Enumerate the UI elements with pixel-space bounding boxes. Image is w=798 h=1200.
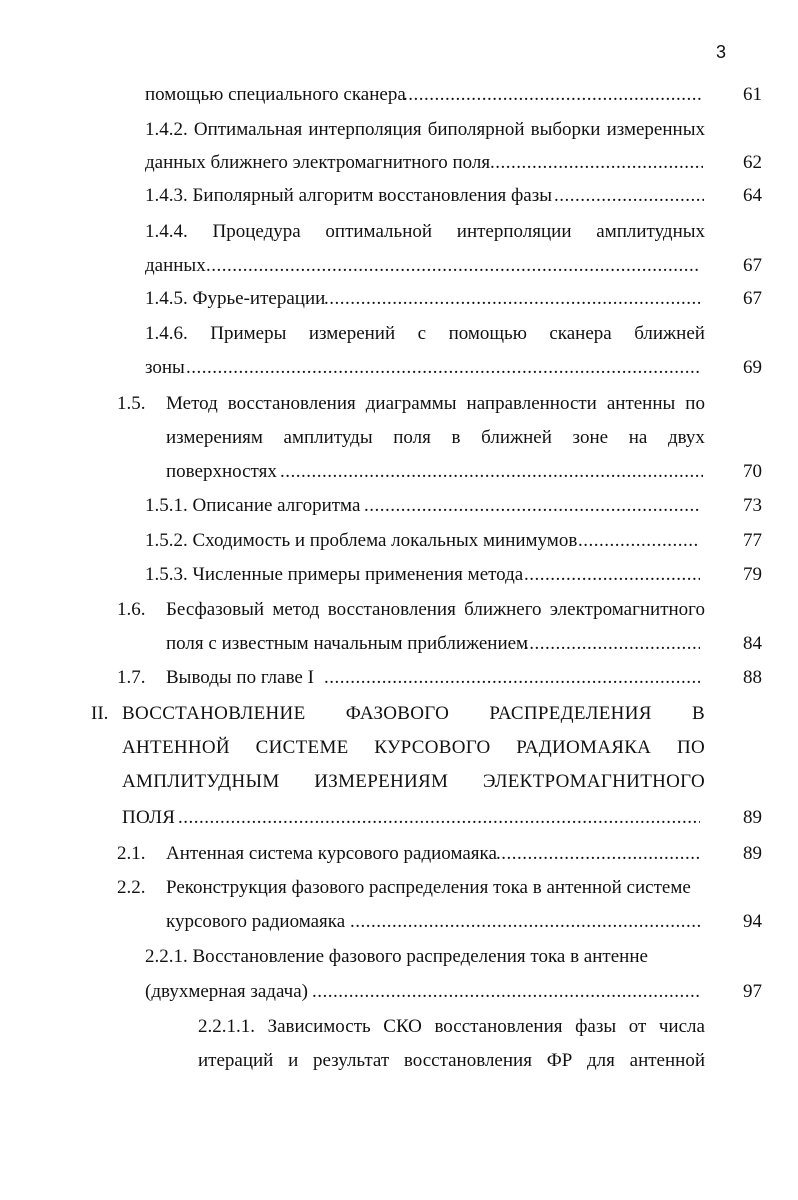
toc-justified-line: ВОССТАНОВЛЕНИЕ ФАЗОВОГО РАСПРЕДЕЛЕНИЯ В	[122, 703, 705, 724]
toc-justified-line: АНТЕННОЙ СИСТЕМЕ КУРСОВОГО РАДИОМАЯКА ПО	[122, 737, 705, 758]
toc-page: 77	[743, 530, 762, 551]
toc-entry-text: Выводы по главе I	[166, 667, 314, 688]
toc-page: 64	[743, 185, 762, 206]
toc-leader	[578, 529, 700, 553]
toc-entry-text: поверхностях	[166, 461, 277, 482]
toc-entry-text: данных ближнего электромагнитного поля	[145, 152, 491, 173]
toc-leader	[186, 356, 700, 380]
toc-leader	[496, 842, 700, 866]
toc-section-number: 1.7.	[117, 667, 146, 688]
toc-leader	[554, 184, 704, 208]
toc-page: 61	[743, 84, 762, 105]
toc-page: 67	[743, 288, 762, 309]
toc-justified-line: Метод восстановления диаграммы направленности антенны по	[166, 393, 705, 414]
toc-page: 79	[743, 564, 762, 585]
toc-justified-line: измерениям амплитуды поля в ближней зоне на двух	[166, 427, 705, 448]
toc-page: 89	[743, 807, 762, 828]
toc-leader	[403, 83, 703, 107]
toc-justified-line: 2.2.1.1. Зависимость СКО восстановления фазы от числа	[198, 1016, 705, 1037]
toc-page: 89	[743, 843, 762, 864]
toc-leader	[324, 287, 700, 311]
toc-entry-text: Антенная система курсового радиомаяка	[166, 843, 497, 864]
toc-entry-text: 1.5.1. Описание алгоритма	[145, 495, 361, 516]
toc-page: 69	[743, 357, 762, 378]
toc-entry-text: зоны	[145, 357, 185, 378]
toc-leader	[178, 806, 700, 830]
toc-leader	[490, 151, 703, 175]
toc-leader	[206, 254, 700, 278]
toc-chapter-number: II.	[91, 703, 109, 724]
toc-page: 94	[743, 911, 762, 932]
toc-entry-text: 2.2.1. Восстановление фазового распределения тока в антенне	[145, 946, 648, 967]
toc-page: 70	[743, 461, 762, 482]
toc-entry-text: данных	[145, 255, 206, 276]
toc-entry-text: курсового радиомаяка	[166, 911, 346, 932]
toc-section-number: 1.5.	[117, 393, 146, 414]
toc-page: 84	[743, 633, 762, 654]
toc-entry-text: ПОЛЯ	[122, 807, 176, 828]
toc-leader	[280, 460, 703, 484]
toc-section-number: 2.1.	[117, 843, 146, 864]
toc-page: 62	[743, 152, 762, 173]
toc-justified-line: АМПЛИТУДНЫМ ИЗМЕРЕНИЯМ ЭЛЕКТРОМАГНИТНОГО	[122, 771, 705, 792]
toc-leader	[524, 563, 700, 587]
toc-section-number: 1.6.	[117, 599, 146, 620]
toc-page: 97	[743, 981, 762, 1002]
toc-entry-text: Реконструкция фазового распределения тока в антенной системе	[166, 877, 691, 898]
toc-leader	[312, 980, 700, 1004]
toc-entry-text: 1.5.2. Сходимость и проблема локальных минимумов	[145, 530, 578, 551]
toc-justified-line: 1.4.6. Примеры измерений с помощью сканера ближней	[145, 323, 705, 344]
toc-leader	[350, 910, 700, 934]
toc-entry-text: 1.4.5. Фурье-итерации	[145, 288, 326, 309]
toc-page: 67	[743, 255, 762, 276]
toc-entry-text: 1.4.3. Биполярный алгоритм восстановления фазы	[145, 185, 553, 206]
toc-entry-text: поля с известным начальным приближением	[166, 633, 529, 654]
toc-entry-text: 1.5.3. Численные примеры применения метода	[145, 564, 524, 585]
page-number: 3	[716, 42, 727, 62]
toc-page: 88	[743, 667, 762, 688]
toc-justified-line: 1.4.4. Процедура оптимальной интерполяции амплитудных	[145, 221, 705, 242]
toc-page: 73	[743, 495, 762, 516]
toc-section-number: 2.2.	[117, 877, 146, 898]
toc-leader	[324, 666, 700, 690]
toc-justified-line: 1.4.2. Оптимальная интерполяция биполярной выборки измеренных	[145, 119, 705, 140]
toc-leader	[364, 494, 700, 518]
toc-entry-text: помощью специального сканера	[145, 84, 406, 105]
toc-justified-line: Бесфазовый метод восстановления ближнего электромагнитного	[166, 599, 705, 620]
toc-leader	[524, 632, 700, 656]
toc-entry-text: (двухмерная задача)	[145, 981, 308, 1002]
toc-justified-line: итераций и результат восстановления ФР для антенной	[198, 1050, 705, 1071]
